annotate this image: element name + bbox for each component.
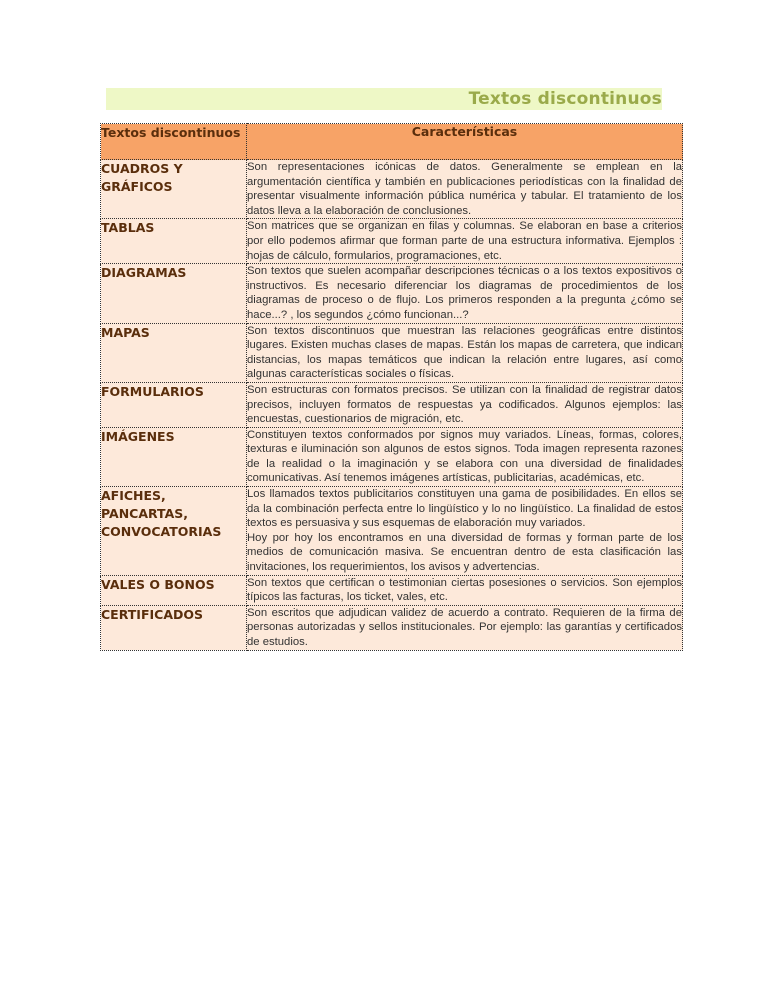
row-description xyxy=(247,382,683,427)
table-row xyxy=(101,382,683,427)
table-header-row xyxy=(101,124,683,160)
row-label: DIAGRAMAS xyxy=(101,264,247,323)
description-paragraph: Son representaciones icónicas de datos. Generalmente se emplean en la argumentación científica y también en publicaciones periodísticas con la finalidad de presentar visualmente información pública numérica y tabular. El tratamiento de los datos lleva a la elaboración de conclusiones. xyxy=(247,161,682,217)
title-bar xyxy=(106,88,662,110)
characteristics-table xyxy=(100,123,683,651)
table-row xyxy=(101,605,683,650)
table-row xyxy=(101,323,683,382)
header-text-type: Textos discontinuos xyxy=(101,124,247,160)
row-label: TABLAS xyxy=(101,219,247,264)
description-paragraph: Constituyen textos conformados por signos muy variados. Líneas, formas, colores, texturas e iluminación son algunos de estos signos. Toda imagen representa razones de la realidad o la imaginación y se elabora con una diversidad de finalidades comunicativas. Así tenemos imágenes artísticas, publicitarias, académicas, etc. xyxy=(247,428,682,485)
description-paragraph: Son textos que suelen acompañar descripciones técnicas o a los textos expositivos o instructivos. Es necesario diferenciar los diagramas de procedimientos de los diagramas de proceso o de flujo. Los primeros responden a la pregunta ¿cómo se hace...? , los segundos ¿cómo funcionan...? xyxy=(247,265,682,321)
row-description xyxy=(247,219,683,264)
table-row xyxy=(101,264,683,323)
description-paragraph: Son matrices que se organizan en filas y columnas. Se elaboran en base a criterios por ello podemos afirmar que forman parte de una estructura informativa. Ejemplos : hojas de cálculo, formularios, programaciones, etc. xyxy=(247,220,682,262)
header-characteristics: Características xyxy=(247,124,683,160)
row-label: IMÁGENES xyxy=(101,427,247,486)
row-label: CUADROS Y GRÁFICOS xyxy=(101,160,247,219)
document-title: Textos discontinuos xyxy=(468,89,662,109)
description-paragraph: Los llamados textos publicitarios constituyen una gama de posibilidades. En ellos se da la combinación perfecta entre lo lingüístico y lo no lingüístico. La finalidad de estos textos es persuasiva y sus esquemas de elaboración muy variados. xyxy=(247,488,682,530)
row-description xyxy=(247,264,683,323)
description-paragraph: Son textos que certifican o testimonian ciertas posesiones o servicios. Son ejemplos típicos las facturas, los ticket, vales, etc. xyxy=(247,576,682,604)
row-label: VALES O BONOS xyxy=(101,575,247,605)
row-description xyxy=(247,605,683,650)
row-description xyxy=(247,487,683,576)
row-label: AFICHES, PANCARTAS, CONVOCATORIAS xyxy=(101,487,247,576)
row-label: FORMULARIOS xyxy=(101,382,247,427)
description-paragraph: Son textos discontinuos que muestran las relaciones geográficas entre distintos lugares. Existen muchas clases de mapas. Están los mapas de carretera, que indican distancias, los mapas temáticos que indican la relación entre lugares, así como algunas características sociales o físicas. xyxy=(247,324,682,381)
table-row xyxy=(101,160,683,219)
description-paragraph: Son estructuras con formatos precisos. Se utilizan con la finalidad de registrar datos precisos, incluyen formatos de respuestas ya codificados. Algunos ejemplos: las encuestas, cuestionarios de migración, etc. xyxy=(247,383,682,426)
description-paragraph: Hoy por hoy los encontramos en una diversidad de formas y forman parte de los medios de comunicación masiva. Se encuentran dentro de esta clasificación las invitaciones, los requerimientos, los avisos y advertencias. xyxy=(247,531,682,574)
row-description xyxy=(247,427,683,486)
table-row xyxy=(101,427,683,486)
table-row xyxy=(101,487,683,576)
row-description xyxy=(247,160,683,219)
row-description xyxy=(247,323,683,382)
row-label: MAPAS xyxy=(101,323,247,382)
row-description xyxy=(247,575,683,605)
table-row xyxy=(101,219,683,264)
row-label: CERTIFICADOS xyxy=(101,605,247,650)
table-row xyxy=(101,575,683,605)
description-paragraph: Son escritos que adjudican validez de acuerdo a contrato. Requieren de la firma de personas autorizadas y sellos institucionales. Por ejemplo: las garantías y certificados de estudios. xyxy=(247,606,682,648)
